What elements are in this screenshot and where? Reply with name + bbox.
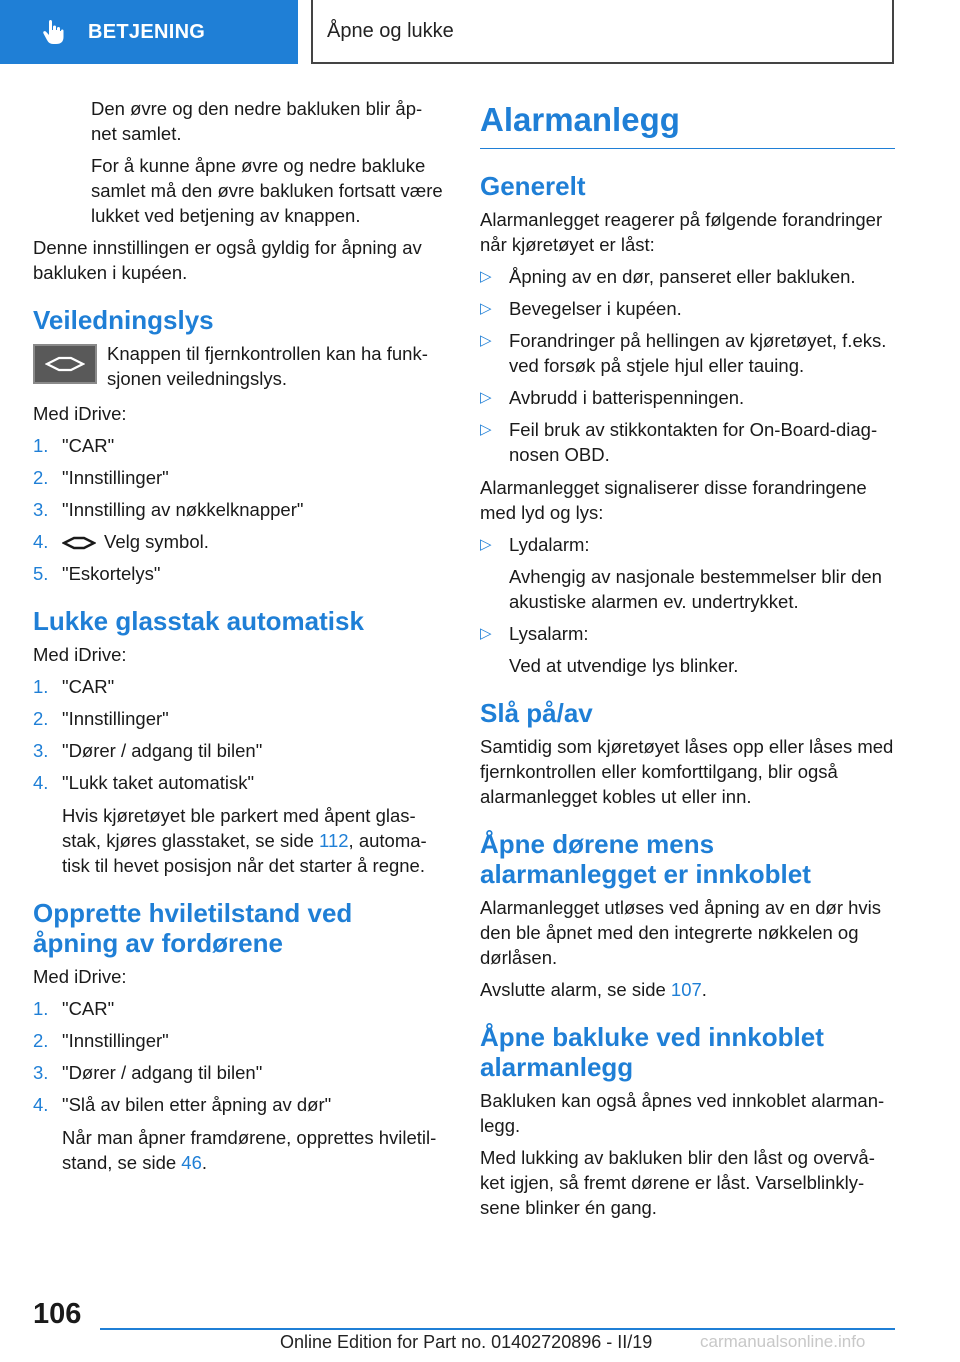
chapter-title-text: Åpne og lukke xyxy=(327,19,454,42)
paragraph: Alarmanlegget utløses ved åpning av en dør hvis den ble åpnet med den integrerte nøkkelen og dørlåsen. xyxy=(480,897,882,968)
section-heading-lukke-glasstak: Lukke glasstak automatisk xyxy=(33,606,364,636)
list-item xyxy=(480,264,895,289)
list-item xyxy=(33,674,443,699)
section-tab xyxy=(0,0,298,64)
step-text: "Innstillinger" xyxy=(62,1030,169,1051)
paragraph: For å kunne åpne øvre og nedre bakluke samlet må den øvre bakluken fortsatt være lukket ved betjening av knappen. xyxy=(91,155,443,226)
list-item xyxy=(480,296,895,321)
list-item xyxy=(480,328,895,378)
step-text: "Lukk taket automatisk" xyxy=(62,772,255,793)
left-column xyxy=(33,96,443,1182)
step-text: "Eskortelys" xyxy=(62,563,161,584)
list-item xyxy=(33,738,443,763)
list-item xyxy=(480,621,895,646)
section-heading-hviletilstand: Opprette hviletilstand ved åpning av fordørene xyxy=(33,898,353,958)
paragraph: Den øvre og den nedre bakluken blir åp-net samlet. xyxy=(91,98,423,144)
guide-light-key-row xyxy=(33,341,443,391)
triangle-bullet-icon: ▷ xyxy=(480,332,492,349)
footer-divider xyxy=(100,1328,895,1330)
note-text: Når man åpner framdørene, opprettes hviletil-stand, se side xyxy=(62,1127,437,1173)
page-link-46[interactable]: 46 xyxy=(181,1152,202,1173)
step-text: "Dører / adgang til bilen" xyxy=(62,1062,263,1083)
list-item xyxy=(480,385,895,410)
list-item xyxy=(33,770,443,795)
step-number: 2. xyxy=(33,1030,49,1051)
step-number: 4. xyxy=(33,531,49,552)
list-item xyxy=(480,417,895,467)
idrive-intro: Med iDrive: xyxy=(33,644,127,665)
step-number: 1. xyxy=(33,435,49,456)
paragraph xyxy=(480,977,895,1002)
list-text: Bevegelser i kupéen. xyxy=(509,298,682,319)
section-heading-sla-pa-av: Slå på/av xyxy=(480,698,593,728)
idrive-intro: Med iDrive: xyxy=(33,966,127,987)
step-note xyxy=(62,1125,443,1175)
list-text: Feil bruk av stikkontakten for On-Board-diag-nosen OBD. xyxy=(509,419,878,465)
edition-text: Online Edition for Part no. 01402720896 - II/19 xyxy=(280,1332,653,1352)
step-text: "Innstilling av nøkkelknapper" xyxy=(62,499,304,520)
step-number: 2. xyxy=(33,467,49,488)
note-text: . xyxy=(701,979,707,1000)
list-text: Lydalarm: xyxy=(509,534,590,555)
chapter-title xyxy=(311,0,894,64)
list-text: Åpning av en dør, panseret eller bakluken. xyxy=(509,266,856,287)
section-label: BETJENING xyxy=(88,20,206,43)
step-number: 3. xyxy=(33,499,49,520)
step-text: "CAR" xyxy=(62,998,115,1019)
note-text: Avslutte alarm, se side xyxy=(480,979,671,1000)
paragraph: Med lukking av bakluken blir den låst og overvå-ket igjen, så fremt dørene er låst. Varselblinkly-sene blinker én gang. xyxy=(480,1147,875,1218)
list-item xyxy=(33,996,443,1021)
list-item xyxy=(33,433,443,458)
triangle-bullet-icon: ▷ xyxy=(480,536,492,553)
watermark: carmanualsonline.info xyxy=(700,1332,866,1351)
guide-light-key-text: Knappen til fjernkontrollen kan ha funk-sjonen veiledningslys. xyxy=(107,343,428,389)
list-item xyxy=(33,1092,443,1117)
signal-description: Ved at utvendige lys blinker. xyxy=(509,655,739,676)
list-item xyxy=(33,529,443,554)
guide-light-symbol-icon xyxy=(62,536,96,550)
list-item xyxy=(33,1060,443,1085)
triangle-bullet-icon: ▷ xyxy=(480,421,492,438)
page-link-112[interactable]: 112 xyxy=(319,830,349,851)
alarm-signal-list xyxy=(480,532,895,678)
paragraph: Denne innstillingen er også gyldig for åpning av bakluken i kupéen. xyxy=(33,237,422,283)
right-column xyxy=(480,96,895,1227)
triangle-bullet-icon: ▷ xyxy=(480,300,492,317)
note-text: , automa-tisk til hevet posisjon når det starter å regne. xyxy=(62,830,427,876)
step-text: "Dører / adgang til bilen" xyxy=(62,740,263,761)
step-number: 5. xyxy=(33,563,49,584)
paragraph: Bakluken kan også åpnes ved innkoblet alarman-legg. xyxy=(480,1090,885,1136)
step-number: 2. xyxy=(33,708,49,729)
list-item xyxy=(33,706,443,731)
steps-list-glasstak xyxy=(33,674,443,795)
paragraph: Samtidig som kjøretøyet låses opp eller låses med fjernkontrollen eller komforttilgang, blir også alarmanlegget kobles ut eller inn. xyxy=(480,736,894,807)
steps-list-hviletilstand xyxy=(33,996,443,1117)
list-text: Forandringer på hellingen av kjøretøyet, f.eks. ved forsøk på stjele hjul eller tauing. xyxy=(509,330,887,376)
step-text-with-symbol xyxy=(62,529,209,554)
list-item xyxy=(33,1028,443,1053)
signal-description: Avhengig av nasjonale bestemmelser blir den akustiske alarmen ev. undertrykket. xyxy=(509,566,882,612)
section-heading-veiledningslys: Veiledningslys xyxy=(33,305,214,335)
triangle-bullet-icon: ▷ xyxy=(480,268,492,285)
triangle-bullet-icon: ▷ xyxy=(480,625,492,642)
step-number: 3. xyxy=(33,1062,49,1083)
list-item xyxy=(33,497,443,522)
note-text: Hvis kjøretøyet ble parkert med åpent glas-stak, kjøres glasstaket, se side xyxy=(62,805,416,851)
step-number: 3. xyxy=(33,740,49,761)
step-text: "Slå av bilen etter åpning av dør" xyxy=(62,1094,332,1115)
page-number: 106 xyxy=(33,1298,82,1330)
step-number: 4. xyxy=(33,772,49,793)
idrive-intro: Med iDrive: xyxy=(33,403,127,424)
paragraph: Alarmanlegget signaliserer disse forandringene med lyd og lys: xyxy=(480,477,867,523)
step-text: "Innstillinger" xyxy=(62,708,169,729)
hand-pointer-icon xyxy=(40,19,66,45)
page-title: Alarmanlegg xyxy=(480,90,895,149)
alarm-trigger-list xyxy=(480,264,895,467)
page-link-107[interactable]: 107 xyxy=(670,979,702,1000)
step-number: 1. xyxy=(33,676,49,697)
step-note xyxy=(62,803,443,878)
guide-light-key-image xyxy=(33,344,97,384)
step-text: Velg symbol. xyxy=(104,531,209,552)
section-heading-apne-dorene: Åpne dørene mens alarmanlegget er innkoblet xyxy=(480,829,811,889)
guide-light-symbol-icon xyxy=(45,356,85,372)
triangle-bullet-icon: ▷ xyxy=(480,389,492,406)
step-text: "CAR" xyxy=(62,676,115,697)
step-number: 1. xyxy=(33,998,49,1019)
section-heading-apne-bakluke: Åpne bakluke ved innkoblet alarmanlegg xyxy=(480,1022,824,1082)
list-item xyxy=(480,532,895,557)
step-text: "CAR" xyxy=(62,435,115,456)
section-heading-generelt: Generelt xyxy=(480,171,586,201)
step-number: 4. xyxy=(33,1094,49,1115)
note-text: . xyxy=(201,1152,208,1173)
list-item xyxy=(33,465,443,490)
steps-list-veiledningslys xyxy=(33,433,443,586)
page-header xyxy=(0,0,960,66)
paragraph: Alarmanlegget reagerer på følgende forandringer når kjøretøyet er låst: xyxy=(480,209,883,255)
step-text: "Innstillinger" xyxy=(62,467,169,488)
list-text: Lysalarm: xyxy=(509,623,589,644)
list-text: Avbrudd i batterispenningen. xyxy=(509,387,745,408)
list-item xyxy=(33,561,443,586)
